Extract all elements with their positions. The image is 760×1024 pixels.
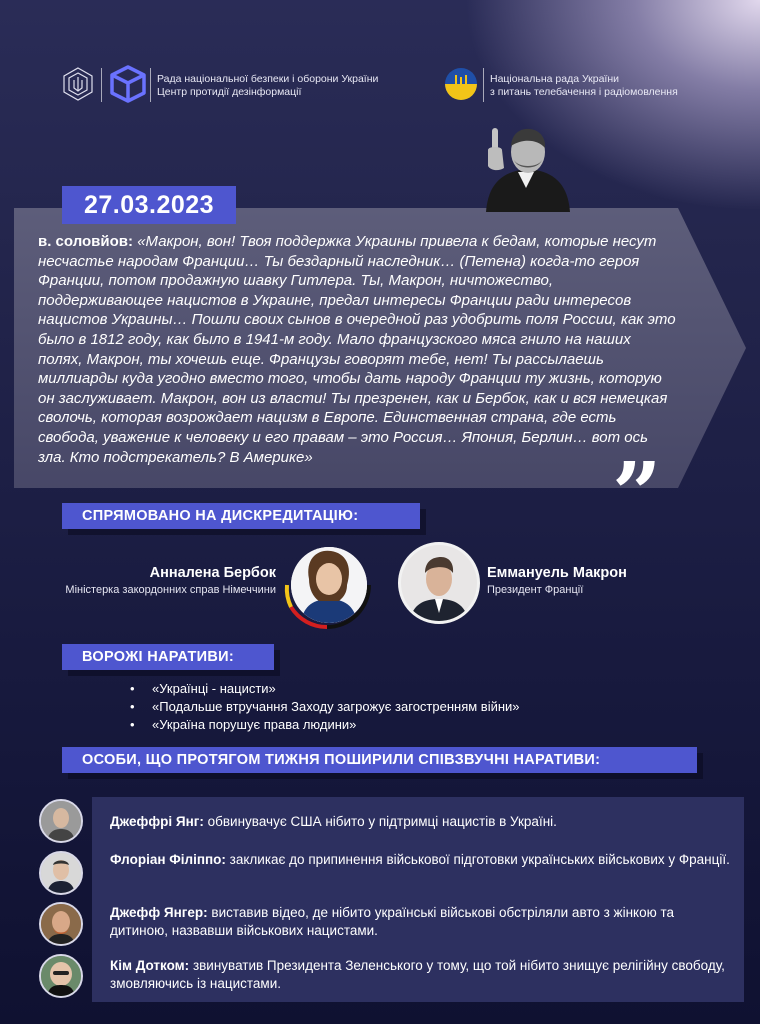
person-name: Джефф Янгер: xyxy=(110,905,208,920)
org1-line2: Центр протидії дезінформації xyxy=(157,86,302,98)
quote-body: «Макрон, вон! Твоя поддержка Украины привела к бедам, которые несут несчастье народам Франции… Ты бездарный наследник… (Петена) когда-то героя Франции, потом продажную шавку Гитлера. Ты, Макрон, ничтожество, поддерживающее нацистов в Украине, предал интересы Франции ради интересов нацистов Украины… Пошли своих сынов в очередной раз удобрить поля России, как это было в 1812 году, как было в 1941-м году. Мало французского мяса гнило на наших полях, Макрон, ты хочешь еще. Французы говорят тебе, нет! Ты рассылаешь миллиарды куда угодно вместо того, чтобы дать народу Франции ту жизнь, которую он заслуживает. Макрон, вон из власти! Ты презренен, как и Бербок, как и вся немецкая сволочь, которая возрождает нацизм в Европе. Единственная страна, где есть свобода, уважение к человеку и его правам – это Россия… Япония, Берлин… вот ось зла. Кто подстрекатель? В Америке» xyxy=(38,233,676,466)
org2-line1: Національна рада України xyxy=(490,73,620,85)
org1-text xyxy=(157,73,378,99)
avatar-philippot xyxy=(39,851,83,895)
org2-line2: з питань телебачення і радіомовлення xyxy=(490,86,678,98)
person-name: Джеффрі Янг: xyxy=(110,814,204,829)
persons-label: ОСОБИ, ЩО ПРОТЯГОМ ТИЖНЯ ПОШИРИЛИ СПІВЗВУЧНІ НАРАТИВИ: xyxy=(62,747,697,773)
avatar-younger xyxy=(39,902,83,946)
speaker-photo xyxy=(478,120,574,212)
avatar-young xyxy=(39,799,83,843)
target-baerbock xyxy=(0,565,276,596)
discredit-label: СПРЯМОВАНО НА ДИСКРЕДИТАЦІЮ: xyxy=(62,503,420,529)
target-macron xyxy=(487,565,707,596)
quote-text xyxy=(38,232,678,467)
target-role: Президент Франції xyxy=(487,584,584,596)
national-council-emblem-icon xyxy=(443,66,479,102)
avatar-dotcom xyxy=(39,954,83,998)
person-entry xyxy=(110,813,730,831)
list-item: • «Україна порушує права людини» xyxy=(130,716,520,734)
org1-line1: Рада національної безпеки і оборони України xyxy=(157,73,379,85)
cpd-cube-logo-icon xyxy=(108,64,148,104)
person-name: Флоріан Філіппо: xyxy=(110,852,226,867)
narratives-label: ВОРОЖІ НАРАТИВИ: xyxy=(62,644,274,670)
target-role: Міністерка закордонних справ Німеччини xyxy=(65,584,276,596)
person-text: закликає до припинення військової підготовки українських військових у Франції. xyxy=(229,852,730,867)
target-name: Еммануель Макрон xyxy=(487,565,627,581)
macron-portrait xyxy=(397,541,481,625)
quote-speaker: в. соловйов: xyxy=(38,233,134,250)
nsdc-emblem-icon xyxy=(60,66,96,102)
person-text: обвинувачує США нібито у підтримці нацистів в Україні. xyxy=(207,814,557,829)
person-entry xyxy=(110,957,730,993)
baerbock-portrait xyxy=(281,539,373,631)
person-text: виставив відео, де нібито українські військові обстріляли авто з жінкою та дитиною, назвавши військових нацистами. xyxy=(110,905,675,938)
list-item: • «Українці - нацисти» xyxy=(130,680,520,698)
header-divider xyxy=(150,68,151,102)
target-name: Анналена Бербок xyxy=(149,565,276,581)
list-item: • «Подальше втручання Заходу загрожує загостренням війни» xyxy=(130,698,520,716)
narratives-list xyxy=(130,680,520,734)
person-name: Кім Дотком: xyxy=(110,958,190,973)
header-divider xyxy=(483,68,484,102)
person-entry xyxy=(110,851,730,869)
header-divider xyxy=(101,68,102,102)
org2-text xyxy=(490,73,678,99)
quote-date: 27.03.2023 xyxy=(62,186,236,224)
person-entry xyxy=(110,904,730,940)
person-text: звинуватив Президента Зеленського у тому, що той нібито знищує релігійну свободу, змовляючись із нацистами. xyxy=(110,958,725,991)
closing-quote-mark: ” xyxy=(612,444,662,545)
